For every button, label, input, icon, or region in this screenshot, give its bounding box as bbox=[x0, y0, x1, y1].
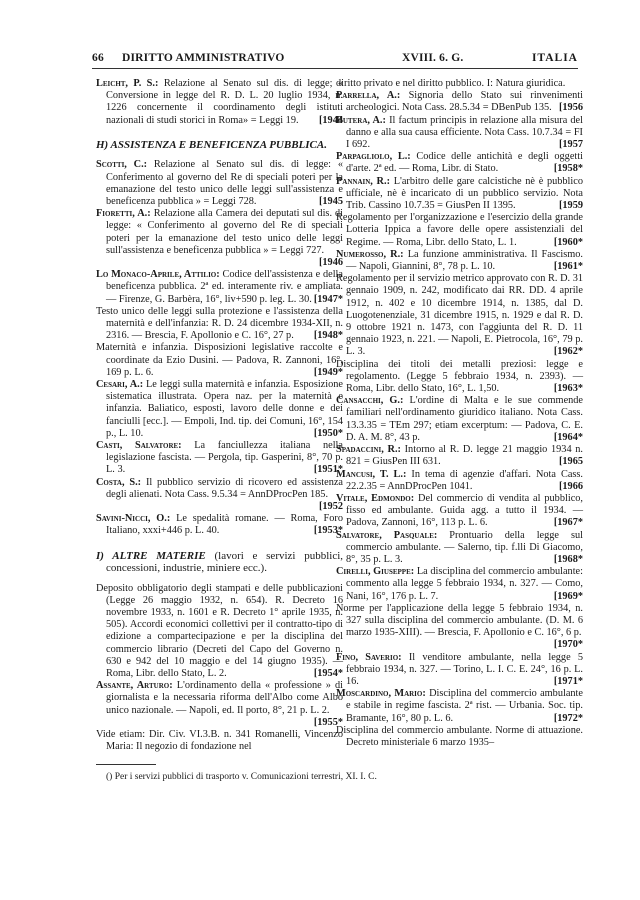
entry-author: Numerosso, R.: bbox=[336, 248, 404, 260]
entry-number: [1964* bbox=[553, 431, 583, 443]
entry-number: [1945 bbox=[318, 195, 343, 207]
entry-text: Testo unico delle leggi sulla protezione e l'assistenza della maternità e dell'infanzia: R. D. 24 dicembre 1934-XII, n. 2316. — Brescia, F. Apollonio e C. 16°, 27 p. bbox=[96, 305, 343, 342]
entry-author: Moscardino, Mario: bbox=[336, 688, 426, 700]
entry-author: Cansacchi, G.: bbox=[336, 395, 404, 407]
bibliography-entry bbox=[96, 583, 343, 681]
entry-text: Relazione al Senato sul dis. di legge; « Conversione in legge del R. D. L. 20 luglio 1934, n. 1226 concernente il coordinamento degli istituti nazionali di studi storici in Roma» = Leggi 19. bbox=[106, 78, 344, 126]
entry-number: [1952 bbox=[318, 501, 343, 512]
entry-author: Casti, Salvatore: bbox=[96, 439, 182, 451]
entry-text: Relazione alla Camera dei deputati sul dis. di legge: « Conferimento al governo del Re di speciali poteri per la emanazione del testo unico delle leggi sull'assistenza e beneficenza pubblica » = Leggi 727. bbox=[106, 208, 344, 256]
bibliography-entry bbox=[96, 379, 343, 440]
entry-text: Maternità e infanzia. Disposizioni legislative raccolte e coordinate da Ezio Dusini. — Padova, R. Zannoni, 16°, 169 p. L. 6. bbox=[96, 342, 343, 378]
entry-text: Disciplina dei titoli dei metalli preziosi: legge e regolamento. (Legge 5 febbraio 1934, n. 2393). — Roma, Libr. dello Stato, 16°, L. 1,50. bbox=[336, 358, 583, 395]
entry-number: [1954* bbox=[313, 668, 343, 680]
bibliography-entry bbox=[336, 688, 583, 725]
footnote-rule bbox=[96, 764, 156, 765]
entry-author: Scotti, C.: bbox=[96, 159, 148, 171]
bibliography-entry bbox=[336, 78, 583, 90]
bibliography-entry bbox=[336, 115, 583, 152]
entry-author: Salvatore, Pasquale: bbox=[336, 529, 438, 541]
bibliography-entry bbox=[96, 680, 343, 729]
entry-number: [1956 bbox=[558, 102, 583, 114]
entry-text: La funzione amministrativa. Il Fascismo. — Napoli, Giannini, 8°, 78 p. L. 10. bbox=[346, 248, 583, 273]
entry-number: [1950* bbox=[313, 427, 343, 439]
entry-text: Intorno al R. D. legge 21 maggio 1934 n. 821 = GiusPen III 631. bbox=[346, 444, 583, 468]
entry-author: Fioretti, A.: bbox=[96, 208, 151, 220]
bibliography-entry bbox=[336, 273, 583, 358]
entry-author: Assante, Arturo: bbox=[96, 680, 173, 692]
entry-author: Pannain, R.: bbox=[336, 175, 391, 187]
entry-text: La fanciullezza italiana nella legislazione fascista. — Pergola, tip. Gasperini, 8°, 70 p. L. 3. bbox=[106, 439, 343, 476]
entry-text: Relazione al Senato sul dis. di legge: « Conferimento al governo del Re di speciali poteri per la emanazione del testo unico delle leggi sull'assistenza e beneficenza pubblica » = Leggi 728. bbox=[106, 159, 343, 207]
entry-number: [1961* bbox=[553, 261, 583, 273]
bibliography-entry bbox=[336, 725, 583, 749]
entry-number: [1971* bbox=[553, 675, 583, 687]
entry-number: [1958* bbox=[553, 163, 583, 175]
country-label: ITALIA bbox=[531, 52, 578, 64]
entry-text: Disciplina del commercio ambulante. Norme di attuazione. Decreto ministeriale 6 marzo 1935– bbox=[336, 724, 583, 748]
entry-text: Le spedalità romane. — Roma, Foro Italiano, xxxi+446 p. L. 40. bbox=[106, 513, 343, 537]
bibliography-entry bbox=[336, 530, 583, 567]
entry-text: Il factum principis in relazione alla misura del danno e alla sua causa efficiente. Nota Cass. 10.7.34 = FI I 692. bbox=[346, 114, 583, 151]
entry-author: Fino, Saverio: bbox=[336, 651, 402, 663]
entry-text: Norme per l'applicazione della legge 5 febbraio 1934, n. 327 sulla disciplina del commercio ambulante. (D. M. 6 marzo 1935-XIII). — Brescia, F. Apollonio e C. 16°, 6 p. bbox=[336, 602, 583, 639]
entry-text: L'ordinamento della « professione » di giornalista e la necessaria riforma dell'Albo come Albo unico nazionale. — Napoli, ed. Il porto, 8°, 21 p. L. 2. bbox=[106, 680, 344, 716]
entry-author: Parrella, A.: bbox=[336, 90, 401, 102]
bibliography-entry bbox=[336, 469, 583, 493]
entry-author: Spadaccini, R.: bbox=[336, 444, 401, 456]
entry-author: Cesari, A.: bbox=[96, 378, 144, 390]
left-column bbox=[96, 78, 343, 753]
bibliography-entry bbox=[336, 90, 583, 114]
bibliography-entry bbox=[336, 395, 583, 444]
entry-text: Signoria dello Stato sui rinvenimenti archeologici. Nota Cass. 28.5.34 = DBenPub 135. bbox=[346, 90, 584, 114]
bibliography-entry bbox=[96, 159, 343, 208]
entry-number: [1968* bbox=[553, 553, 583, 565]
entry-text: Codice delle antichità e degli oggetti d'arte. 2ª ed. — Roma, Libr. di Stato. bbox=[346, 151, 583, 175]
entry-text: L'arbitro delle gare calcistiche nè è pubblico ufficiale, nè è incaricato di un pubblico servizio. Nota Trib. Cassino 10.7.35 = GiusPen II 1395. bbox=[346, 175, 583, 212]
bibliography-entry bbox=[96, 78, 343, 127]
bibliography-entry bbox=[96, 342, 343, 379]
entry-text: Codice dell'assistenza e della beneficenza pubblica. 2ª ed. interamente riv. e ampliata. — Firenze, G. Barbèra, 16°, liv+590 p. leg. L. 30. bbox=[106, 269, 343, 305]
bibliography-entry bbox=[96, 269, 343, 306]
section-code: XVIII. 6. G. bbox=[402, 52, 464, 64]
bibliography-entry bbox=[336, 652, 583, 689]
entry-text: Disciplina del commercio ambulante e stabile in regime fascista. 2ª rist. — Urbania. Soc. tip. Bramante, 16°, 80 p. L. 6. bbox=[346, 688, 583, 724]
bibliography-entry bbox=[336, 444, 583, 468]
entry-number: [1969* bbox=[553, 590, 583, 602]
bibliography-entry bbox=[336, 212, 583, 249]
bibliography-entry bbox=[336, 566, 583, 603]
bibliography-entry bbox=[96, 729, 343, 753]
entry-number: [1953* bbox=[313, 525, 343, 537]
header-rule bbox=[92, 68, 578, 69]
bibliography-entry bbox=[96, 208, 343, 269]
right-column bbox=[336, 78, 583, 749]
entry-text: L'ordine di Malta e le sue commende familiari nell'ordinamento giuridico italiano. Nota Cass. 13.3.35 = TEm 297; etiam excerptum: — Padova, C. E. D. A. M. 8°, 43 p. bbox=[346, 395, 584, 443]
entry-text: Le leggi sulla maternità e infanzia. Esposizione sistematica illustrata. Opera naz. per la maternità e infanzia. Baliatico, esposti, lavoro delle donne e dei fanciulli [ecc.]. — Empoli, Ind. tip. dei Comuni, 16°, 154 p., L. 10. bbox=[106, 378, 343, 439]
bibliography-entry bbox=[96, 440, 343, 477]
entry-text: Regolamento per il servizio metrico approvato con R. D. 31 gennaio 1909, n. 242, modificato dai RR. DD. 4 aprile 1912, n. 402 e 10 dicembre 1914, n. 1385, dal D. Luogotenenziale, 31 dicembre 1915, n. 1929 e dal R. D. 9 ottobre 1921 n. 1473, con l'aggiunta del R. D. 11 gennaio 1923, n. 221. — Napoli, E. Pietrocola, 16°, 79 p. L. 3. bbox=[336, 273, 583, 358]
bibliography-entry bbox=[96, 477, 343, 514]
entry-author: Butera, A.: bbox=[336, 114, 386, 126]
entry-number: [1947* bbox=[313, 293, 343, 305]
entry-number: [1967* bbox=[553, 517, 583, 529]
entry-text: La disciplina del commercio ambulante: commento alla legge 5 febbraio 1934, n. 327. — Como, Nani, 16°, 176 p. L. 7. bbox=[346, 566, 583, 602]
entry-number: [1960* bbox=[553, 236, 583, 248]
entry-text: In tema di agenzie d'affari. Nota Cass. 22.2.35 = AnnDProcPen 1041. bbox=[346, 468, 583, 492]
bibliography-entry bbox=[336, 603, 583, 652]
bibliography-entry bbox=[336, 359, 583, 396]
footnote: () Per i servizi pubblici di trasporto v. Comunicazioni terrestri, XI. I. C. bbox=[106, 772, 377, 782]
entry-number: [1962* bbox=[553, 346, 583, 358]
entry-author: Lo Monaco-Aprile, Attilio: bbox=[96, 269, 220, 281]
bibliography-entry bbox=[336, 249, 583, 273]
entry-number: [1951* bbox=[313, 464, 343, 476]
entry-author: Savini-Nicci, O.: bbox=[96, 513, 171, 525]
entry-text: Del commercio di vendita al pubblico, fisso ed ambulante. Guida agg. a tutto il 1934. — Padova, Zannoni, 16°, 113 p. L. 6. bbox=[346, 492, 583, 529]
entry-author: Cirelli, Giuseppe: bbox=[336, 566, 415, 578]
bibliography-entry bbox=[96, 306, 343, 343]
entry-number: [1972* bbox=[553, 712, 583, 724]
entry-text: Deposito obbligatorio degli stampati e delle pubblicazioni (Legge 26 maggio 1932, n. 654). R. Decreto 16 novembre 1933, n. 1601 e R. Decreto 1° aprile 1935, n. 505). Accordi economici collettivi per il contratto-tipo di edizione a compartecipazione e per la disciplina del commercio librario (Decreti del Capo del Governo n. 630 e 942 del 10 maggio e del 14 giugno 1935). — Roma, Libr. dello Stato, L. 2. bbox=[96, 582, 343, 680]
entry-author: Leicht, P. S.: bbox=[96, 78, 159, 89]
running-title: DIRITTO AMMINISTRATIVO bbox=[122, 52, 285, 64]
entry-text: Il pubblico servizio di ricovero ed assistenza degli alienati. Nota Cass. 9.5.34 = AnnDProcPen 185. bbox=[106, 476, 343, 500]
entry-author: Mancusi, T. L.: bbox=[336, 468, 407, 480]
page-header bbox=[92, 52, 578, 68]
entry-text: Regolamento per l'organizzazione e l'esercizio della grande Lotteria Ippica a favore delle opere assistenziali del Regime. — Roma, Libr. dello Stato, L. 1. bbox=[336, 212, 583, 248]
entry-number: [1944 bbox=[318, 114, 343, 126]
bibliography-entry bbox=[336, 493, 583, 530]
entry-number: [1955* bbox=[313, 716, 343, 728]
entry-number: [1946 bbox=[318, 256, 343, 268]
bibliography-entry bbox=[336, 176, 583, 213]
entry-author: Parpagliolo, L.: bbox=[336, 151, 411, 163]
entry-text: diritto privato e nel diritto pubblico. I: Natura giuridica. bbox=[336, 78, 566, 89]
bibliography-entry bbox=[336, 151, 583, 175]
entry-number: [1948* bbox=[313, 330, 343, 342]
entry-number: [1959 bbox=[558, 200, 583, 212]
entry-number: [1949* bbox=[313, 366, 343, 378]
entry-number: [1966 bbox=[558, 480, 583, 492]
page-number: 66 bbox=[92, 52, 104, 64]
entry-number: [1957 bbox=[558, 139, 583, 151]
section-heading-h: H) ASSISTENZA E BENEFICENZA PUBBLICA. bbox=[96, 138, 327, 151]
entry-text: Vide etiam: Dir. Civ. VI.3.B. n. 341 Romanelli, Vincenzo Maria: Il negozio di fondazione nel bbox=[96, 729, 343, 753]
entry-number: [1963* bbox=[553, 383, 583, 395]
entry-number: [1965 bbox=[558, 456, 583, 468]
entry-text: Prontuario della legge sul commercio ambulante. — Salerno, tip. f.lli Di Giacomo, 8°, 35 p. L. 3. bbox=[346, 529, 583, 565]
entry-author: Vitale, Edmondo: bbox=[336, 492, 415, 504]
entry-number: [1970* bbox=[553, 639, 583, 651]
bibliography-entry bbox=[96, 513, 343, 537]
entry-text: Il venditore ambulante, nella legge 5 febbraio 1934, n. 327. — Torino, L. I. C. E. 24°, 16 p. L. 16. bbox=[346, 651, 584, 687]
entry-author: Costa, S.: bbox=[96, 476, 142, 488]
section-heading-i: I) ALTRE MATERIE (lavori e servizi pubblici, concessioni, industrie, miniere ecc.). bbox=[96, 549, 344, 575]
